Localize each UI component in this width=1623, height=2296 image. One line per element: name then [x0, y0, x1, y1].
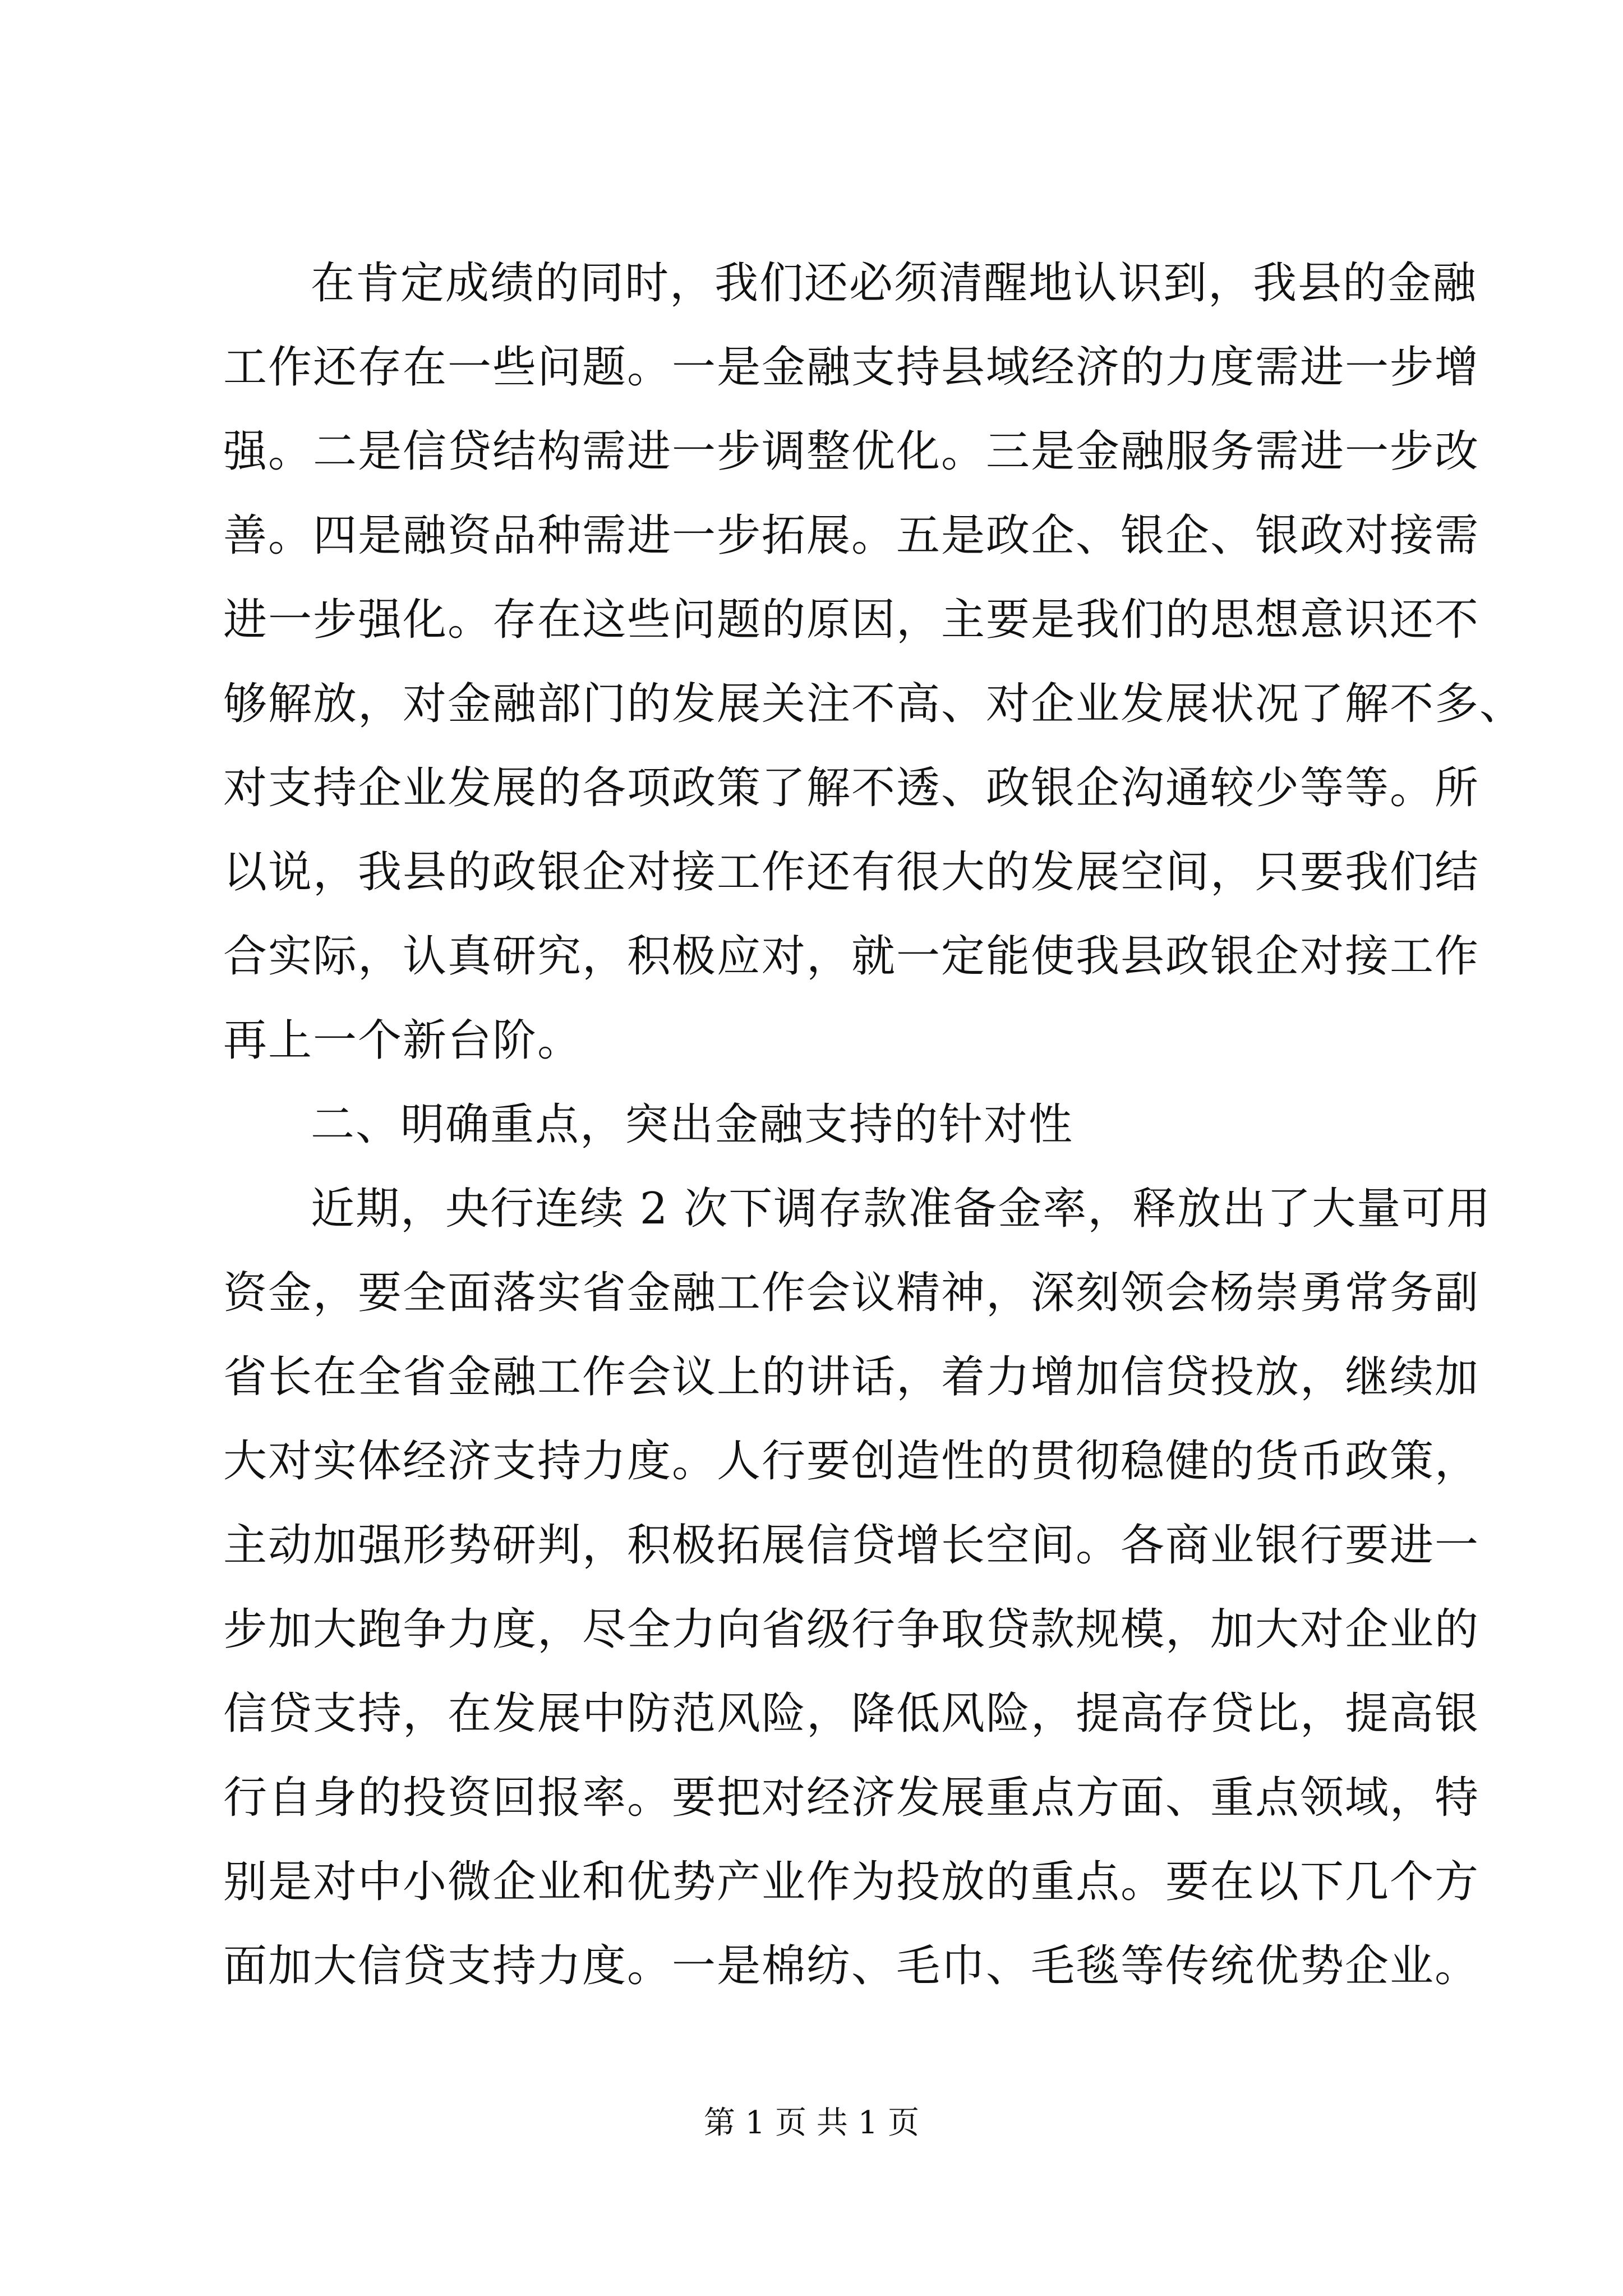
paragraph-line: 主动加强形势研判，积极拓展信贷增长空间。各商业银行要进一: [223, 1520, 1480, 1571]
paragraph-line: 对支持企业发展的各项政策了解不透、政银企沟通较少等等。所: [223, 763, 1480, 813]
paragraph-line: 工作还存在一些问题。一是金融支持县域经济的力度需进一步增: [223, 342, 1480, 393]
paragraph-line: 在肯定成绩的同时，我们还必须清醒地认识到，我县的金融: [311, 258, 1478, 309]
paragraph-line: 信贷支持，在发展中防范风险，降低风险，提高存贷比，提高银: [223, 1688, 1480, 1739]
paragraph-line: 资金，要全面落实省金融工作会议精神，深刻领会杨崇勇常务副: [223, 1268, 1480, 1318]
section-heading: 二、明确重点，突出金融支持的针对性: [311, 1099, 1074, 1150]
page-number-footer: 第 1 页 共 1 页: [703, 2105, 920, 2141]
paragraph-line: 合实际，认真研究，积极应对，就一定能使我县政银企对接工作: [223, 931, 1480, 982]
paragraph-line: 强。二是信贷结构需进一步调整优化。三是金融服务需进一步改: [223, 426, 1480, 477]
paragraph-line: 行自身的投资回报率。要把对经济发展重点方面、重点领域，特: [223, 1773, 1480, 1823]
paragraph-line: 面加大信贷支持力度。一是棉纺、毛巾、毛毯等传统优势企业。: [223, 1941, 1480, 1991]
paragraph-line: 大对实体经济支持力度。人行要创造性的贯彻稳健的货币政策，: [223, 1436, 1480, 1487]
paragraph-line: 步加大跑争力度，尽全力向省级行争取贷款规模，加大对企业的: [223, 1604, 1480, 1655]
paragraph-line: 再上一个新台阶。: [223, 1015, 583, 1066]
paragraph-line: 以说，我县的政银企对接工作还有很大的发展空间，只要我们结: [223, 847, 1480, 898]
paragraph-line: 别是对中小微企业和优势产业作为投放的重点。要在以下几个方: [223, 1857, 1480, 1907]
paragraph-line: 善。四是融资品种需进一步拓展。五是政企、银企、银政对接需: [223, 510, 1480, 561]
document-body: [223, 241, 1525, 2008]
paragraph-line: 进一步强化。存在这些问题的原因，主要是我们的思想意识还不: [223, 595, 1480, 645]
paragraph-line: 够解放，对金融部门的发展关注不高、对企业发展状况了解不多、: [223, 679, 1525, 729]
paragraph-line: 近期，央行连续 2 次下调存款准备金率，释放出了大量可用: [311, 1184, 1492, 1234]
paragraph-line: 省长在全省金融工作会议上的讲话，着力增加信贷投放，继续加: [223, 1352, 1480, 1402]
